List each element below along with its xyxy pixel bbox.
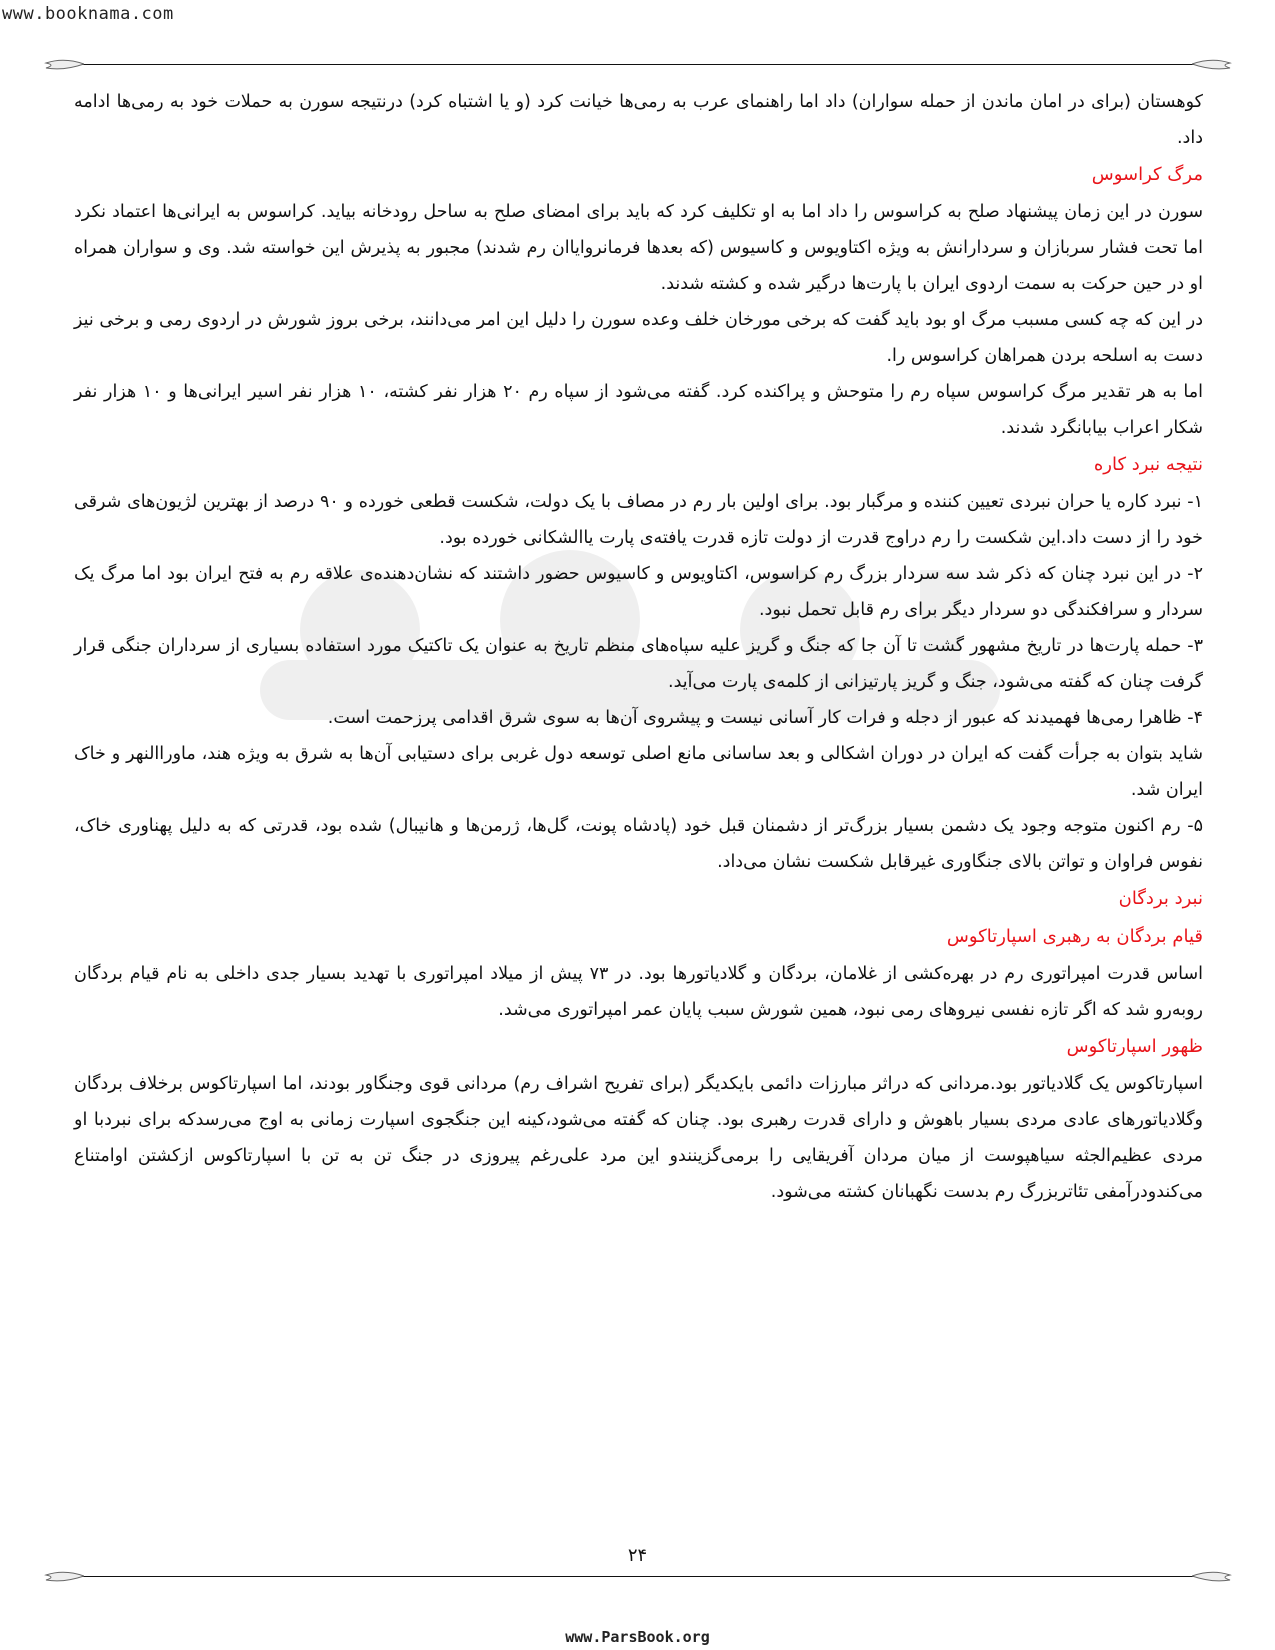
site-url-footer: www.ParsBook.org: [565, 1628, 710, 1646]
paragraph: ۲- در این نبرد چنان که ذکر شد سه سردار بزرگ رم کراسوس، اکتاویوس و کاسیوس حضور داشتند که نشان‌دهنده‌ی علاقه رم به فتح ایران بود اما مرگ یک سردار و سرافکندگی دو سردار دیگر برای رم قابل تحمل نبود.: [74, 564, 1203, 620]
section-heading: قیام بردگان به رهبری اسپارتاکوس: [946, 926, 1203, 947]
left-scroll-ornament-top: [44, 55, 84, 73]
top-rule: [82, 64, 1194, 65]
paragraph: ۴- ظاهرا رمی‌ها فهمیدند که عبور از دجله و فرات کار آسانی نیست و پیشروی آن‌ها به سوی شرق اقدامی پرزحمت است.: [327, 708, 1203, 728]
paragraph: ۳- حمله پارت‌ها در تاریخ مشهور گشت تا آن جا که جنگ و گریز علیه سپاه‌های منظم تاریخ به عنوان یک تاکتیک مورد استفاده بسیاری از سرداران جنگی قرار گرفت چنان که گفته می‌شود، جنگ و گریز پارتیزانی از کلمه‌ی پارت می‌آید.: [74, 636, 1203, 692]
paragraph: کوهستان (برای در امان ماندن از حمله سواران) داد اما راهنمای عرب به رمی‌ها خیانت کرد (و یا اشتباه کرد) درنتیجه سورن به حملات خود به رمی‌ها ادامه داد.: [74, 92, 1203, 148]
page-number: ۲۴: [627, 1545, 648, 1566]
section-heading: نبرد بردگان: [1118, 888, 1203, 909]
paragraph: ۵- رم اکنون متوجه وجود یک دشمن بسیار بزرگ‌تر از دشمنان قبل خود (پادشاه پونت، گل‌ها، ژرمن‌ها و هانیبال) شده بود، قدرتی که به دلیل پهناوری خاک، نفوس فراوان و تواتن بالای جنگاوری غیرقابل شکست نشان می‌داد.: [74, 816, 1203, 872]
paragraph: سورن در این زمان پیشنهاد صلح به کراسوس را داد اما به او تکلیف کرد که باید برای امضای صلح به ساحل رودخانه بیاید. کراسوس به ایرانی‌ها اعتماد نکرد اما تحت فشار سربازان و سردارانش به ویژه اکتاویوس و کاسیوس (که بعدها فرمانروایاان رم شدند) مجبور به پذیرش این خواسته شد. وی و سواران همراه او در حین حرکت به سمت اردوی ایران با پارت‌ها درگیر شده و کشته شدند.: [74, 202, 1203, 294]
right-scroll-ornament-bottom: [1192, 1567, 1232, 1585]
paragraph: اساس قدرت امپراتوری رم در بهره‌کشی از غلامان، بردگان و گلادیاتورها بود. در ۷۳ پیش از میلاد امپراتوری با تهدید بسیار جدی داخلی به نام قیام بردگان روبه‌رو شد که اگر تازه نفسی نیروهای رمی نبود، همین شورش سبب پایان عمر امپراتوری می‌شد.: [74, 964, 1203, 1020]
left-scroll-ornament-bottom: [44, 1567, 84, 1585]
paragraph: اسپارتاکوس یک گلادیاتور بود.مردانی که دراثر مبارزات دائمی بایکدیگر (برای تفریح اشراف رم) مردانی قوی وجنگاور بودند، اما اسپارتاکوس برخلاف بردگان وگلادیاتورهای عادی مردی بسیار باهوش و دارای قدرت رهبری بود. چنان که گفته می‌شود،کینه این جنگجوی اسپارت زمانی به اوج می‌رسدکه برای نبردبا او مردی عظیم‌الجثه سیاهپوست از میان مردان آفریقایی را برمی‌گزینندو این مرد علی‌رغم پیروزی در جنگ تن به تن با اسپارتاکوس ازکشتن اوامتناع می‌کندودرآمفی تئاتربزرگ رم بدست نگهبانان کشته می‌شود.: [74, 1074, 1203, 1202]
paragraph: در این که چه کسی مسبب مرگ او بود باید گفت که برخی مورخان خلف وعده سورن را دلیل این امر می‌دانند، برخی بروز شورش در اردوی رمی و برخی نیز دست به اسلحه بردن همراهان کراسوس را.: [74, 310, 1203, 366]
right-scroll-ornament-top: [1192, 55, 1232, 73]
section-heading: نتیجه نبرد کاره: [1093, 454, 1203, 475]
section-heading: ظهور اسپارتاکوس: [1066, 1036, 1203, 1057]
paragraph: اما به هر تقدیر مرگ کراسوس سپاه رم را متوحش و پراکنده کرد. گفته می‌شود از سپاه رم ۲۰ هزار نفر کشته، ۱۰ هزار نفر اسیر ایرانی‌ها و ۱۰ هزار نفر شکار اعراب بیابانگرد شدند.: [74, 382, 1203, 438]
site-url-header: www.booknama.com: [2, 4, 174, 24]
paragraph: شاید بتوان به جرأت گفت که ایران در دوران اشکالی و بعد ساسانی مانع اصلی توسعه دول غربی برای دستیابی آن‌ها به شرق به ویژه هند، ماوراالنهر و خاک ایران شد.: [74, 744, 1203, 800]
paragraph: ۱- نبرد کاره یا حران نبردی تعیین کننده و مرگبار بود. برای اولین بار رم در مصاف با یک دولت، شکست قطعی خورده و ۹۰ درصد از بهترین لژیون‌های شرقی خود را از دست داد.این شکست را رم دراوج قدرت از دولت تازه قدرت یافته‌ی پارت یاالشکانی خورده بود.: [74, 492, 1203, 548]
bottom-rule: [82, 1576, 1194, 1577]
section-heading: مرگ کراسوس: [1091, 164, 1203, 185]
document-body: [74, 84, 1203, 1474]
